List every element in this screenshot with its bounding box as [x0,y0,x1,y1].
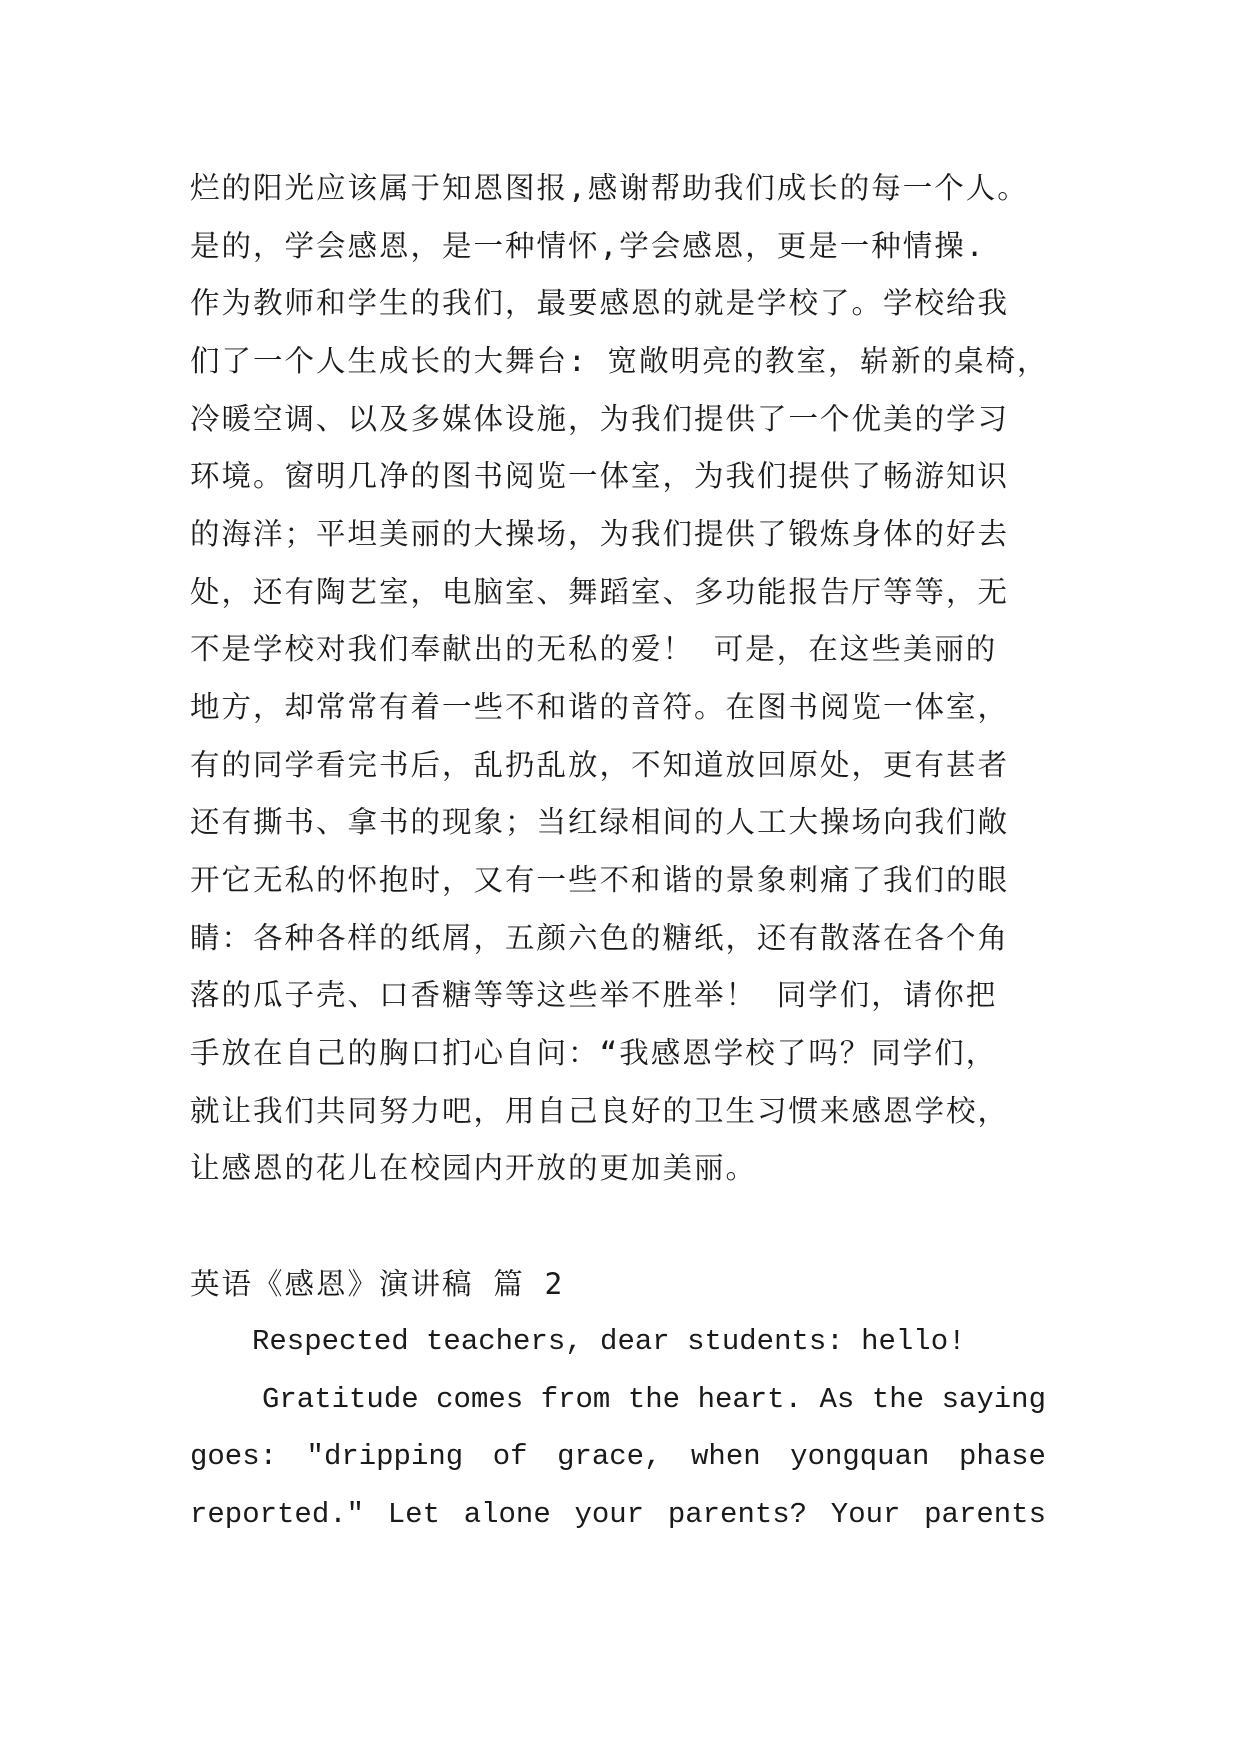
paragraph-line: 的海洋；平坦美丽的大操场，为我们提供了锻炼身体的好去 [190,517,1010,551]
word: Gratitude [262,1383,419,1416]
paragraph-line: 处，还有陶艺室，电脑室、舞蹈室、多功能报告厅等等，无 [190,575,1010,609]
paragraph-line: 环境。窗明几净的图书阅览一体室，为我们提供了畅游知识 [190,459,1010,493]
paragraph-line: 烂的阳光应该属于知恩图报,感谢帮助我们成长的每一个人。 [190,171,1029,205]
english-line-3 [190,1495,1046,1535]
word: heart. [697,1383,802,1416]
english-line-2 [190,1437,1046,1477]
paragraph-line: 们了一个人生成长的大舞台: 宽敞明亮的教室，崭新的桌椅， [190,344,1049,378]
word: from [540,1383,611,1416]
paragraph-line: 不是学校对我们奉献出的无私的爱！ 可是，在这些美丽的 [190,632,998,666]
paragraph-line: 作为教师和学生的我们，最要感恩的就是学校了。学校给我 [190,286,1010,320]
word: reported." [190,1498,365,1531]
word: comes [436,1383,524,1416]
word: parents [924,1498,1046,1531]
word: alone [463,1498,551,1531]
word: when [691,1440,761,1473]
word: saying [941,1383,1046,1416]
paragraph-line: 落的瓜子壳、口香糖等等这些举不胜举！ 同学们，请你把 [190,978,998,1012]
paragraph-line: 就让我们共同努力吧，用自己良好的卫生习惯来感恩学校， [190,1094,1010,1128]
paragraph-line: 开它无私的怀抱时，又有一些不和谐的景象刺痛了我们的眼 [190,863,1010,897]
word: As [819,1383,855,1416]
word: Your [830,1498,901,1531]
section-heading: 英语《感恩》演讲稿 篇 2 [190,1267,565,1301]
paragraph-line: 让感恩的花儿在校园内开放的更加美丽。 [190,1151,758,1185]
word: goes: [190,1440,278,1473]
word: "dripping [306,1440,464,1473]
english-greeting: Respected teachers, dear students: hello! [252,1325,966,1358]
paragraph-line: 地方，却常常有着一些不和谐的音符。在图书阅览一体室， [190,690,1010,724]
paragraph-line: 冷暖空调、以及多媒体设施，为我们提供了一个优美的学习 [190,402,1010,436]
word: Let [387,1498,440,1531]
paragraph-line: 手放在自己的胸口扪心自问：“我感恩学校了吗？同学们， [190,1036,998,1070]
paragraph-line: 睛：各种各样的纸屑，五颜六色的糖纸，还有散落在各个角 [190,921,1010,955]
paragraph-line: 有的同学看完书后，乱扔乱放，不知道放回原处，更有甚者 [190,748,1010,782]
word: the [871,1383,925,1416]
paragraph-line: 是的，学会感恩，是一种情怀,学会感恩，更是一种情操. [190,229,986,263]
word: yongquan [790,1440,930,1473]
word: grace, [557,1440,662,1473]
word: your [574,1498,645,1531]
word: phase [958,1440,1046,1473]
english-line-1 [262,1380,1046,1420]
paragraph-line: 还有撕书、拿书的现象；当红绿相间的人工大操场向我们敞 [190,805,1010,839]
word: of [492,1440,528,1473]
word: parents? [667,1498,808,1531]
word: the [627,1383,681,1416]
